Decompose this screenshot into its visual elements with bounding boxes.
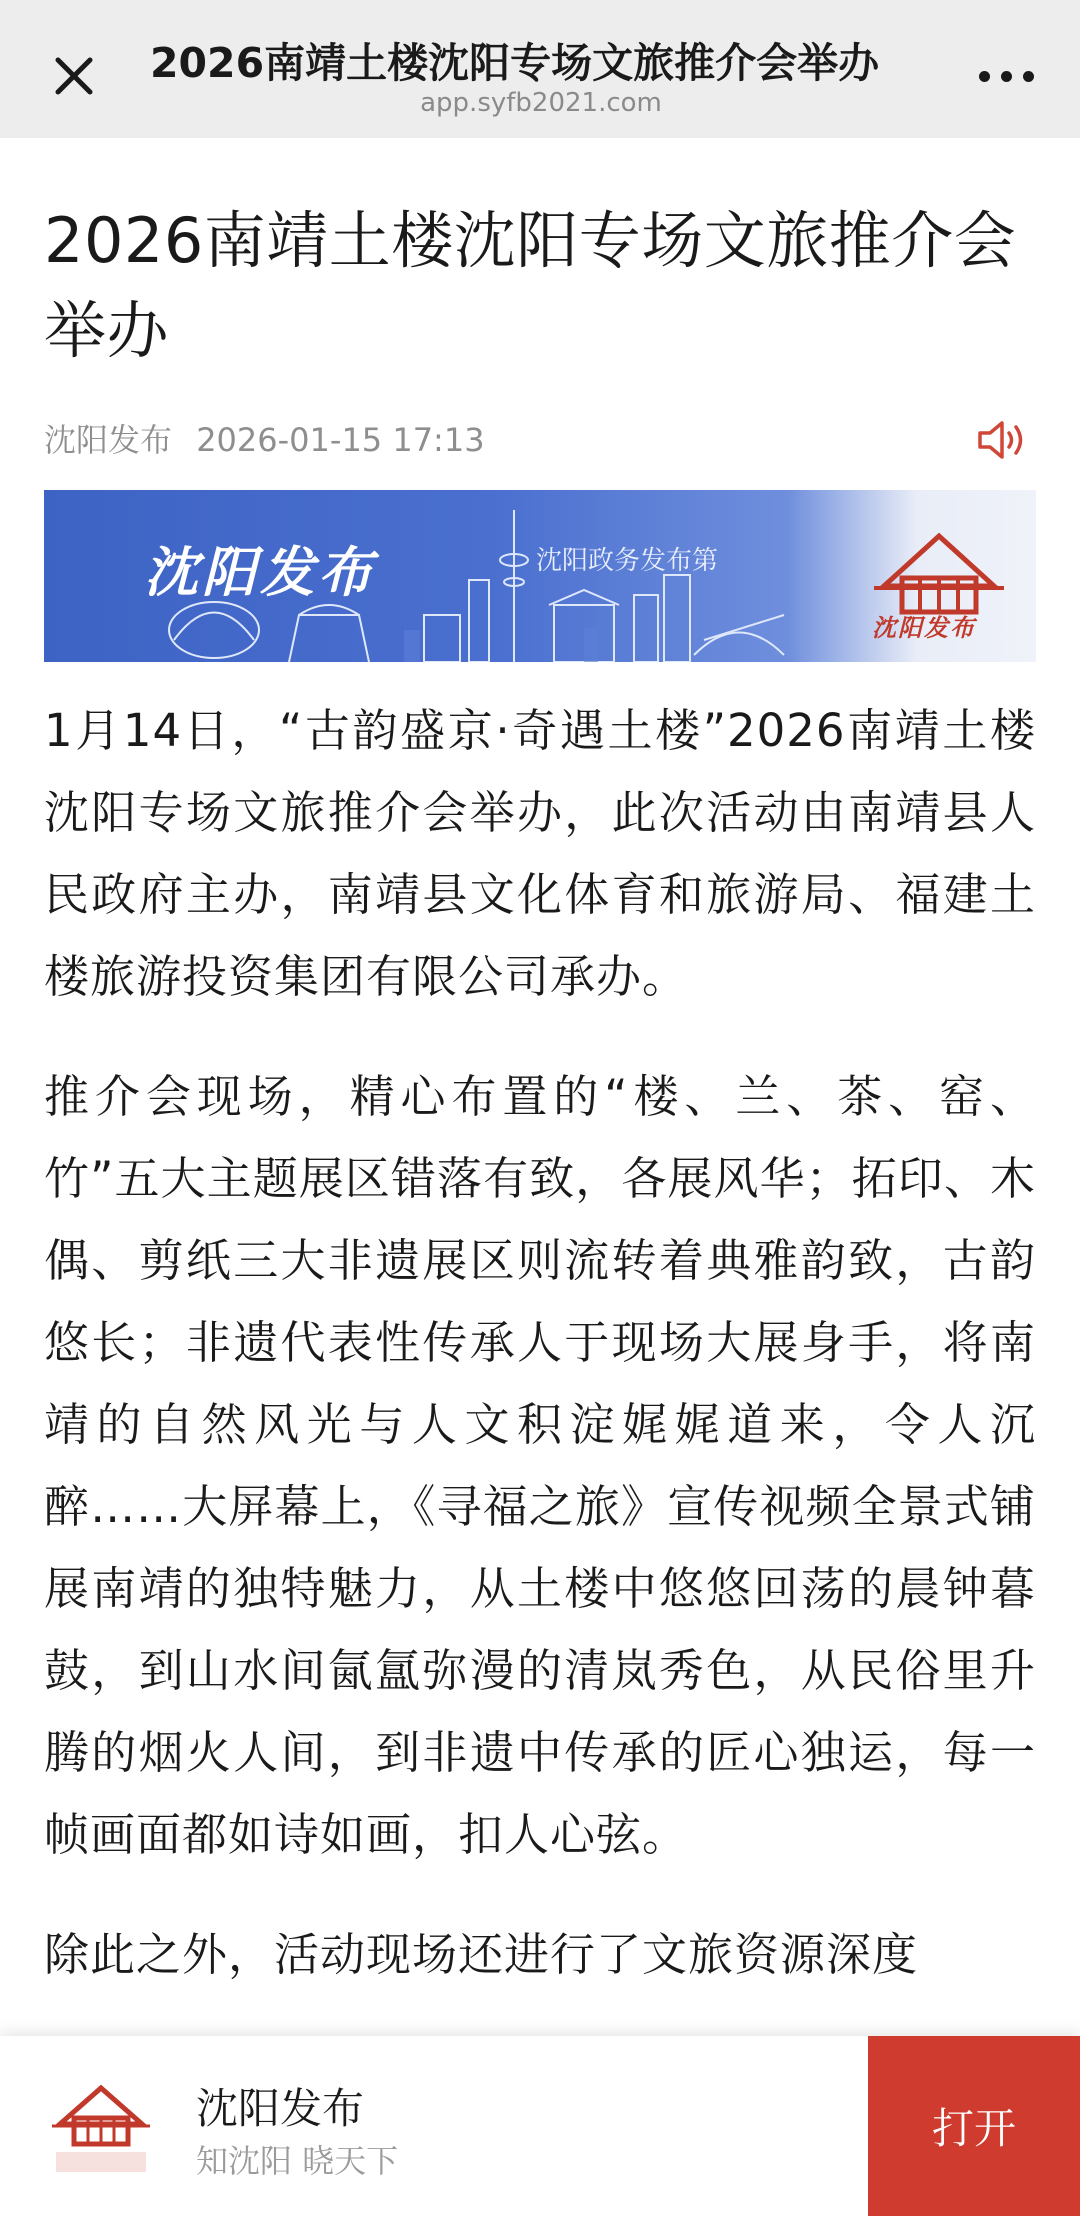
article-source[interactable]: 沈阳发布 — [44, 421, 173, 459]
app-logo-icon[interactable] — [46, 2072, 156, 2182]
page-title: 2026南靖土楼沈阳专场文旅推介会举办 — [150, 39, 880, 87]
app-name: 沈阳发布 — [196, 2084, 365, 2133]
page-url: app.syfb2021.com — [420, 88, 662, 118]
article-datetime: 2026-01-15 17:13 — [196, 421, 485, 459]
close-icon[interactable] — [44, 46, 104, 106]
article-headline: 2026南靖土楼沈阳专场文旅推介会举办 — [44, 204, 1017, 367]
open-app-banner — [0, 2036, 1080, 2216]
header-banner-image — [44, 490, 1036, 662]
banner-title: 沈阳发布 — [144, 541, 376, 604]
open-app-button[interactable]: 打开 — [868, 2036, 1080, 2216]
article-paragraph: 除此之外，活动现场还进行了文旅资源深度 — [44, 1928, 919, 1981]
article-paragraph: 推介会现场，精心布置的“楼、兰、茶、窑、竹”五大主题展区错落有致，各展风华；拓印、木偶、剪纸三大非遗展区则流转着典雅韵致，古韵悠长；非遗代表性传承人于现场大展身手，将南靖的自然风光与人文积淀娓娓道来，令人沉醉……大屏幕上，《寻福之旅》宣传视频全景式铺展南靖的独特魅力，从土楼中悠悠回荡的晨钟暮鼓，到山水间氤氲弥漫的清岚秀色，从民俗里升腾的烟火人间，到非遗中传承的匠心独运，每一帧画面都如诗如画，扣人心弦。 — [44, 1070, 1036, 1861]
banner-logo-text: 沈阳发布 — [872, 614, 976, 642]
banner-subtitle: 沈阳政务发布第 — [536, 546, 719, 576]
article-paragraph: 1月14日，“古韵盛京·奇遇土楼”2026南靖土楼沈阳专场文旅推介会举办，此次活动由南靖县人民政府主办，南靖县文化体育和旅游局、福建土楼旅游投资集团有限公司承办。 — [44, 704, 1036, 1003]
more-options-icon[interactable] — [966, 56, 1046, 96]
speaker-icon[interactable] — [976, 418, 1032, 462]
top-nav-bar — [0, 0, 1080, 138]
article-meta — [44, 416, 1036, 464]
article-body — [44, 196, 1036, 1996]
app-slogan: 知沈阳 晓天下 — [196, 2142, 399, 2180]
